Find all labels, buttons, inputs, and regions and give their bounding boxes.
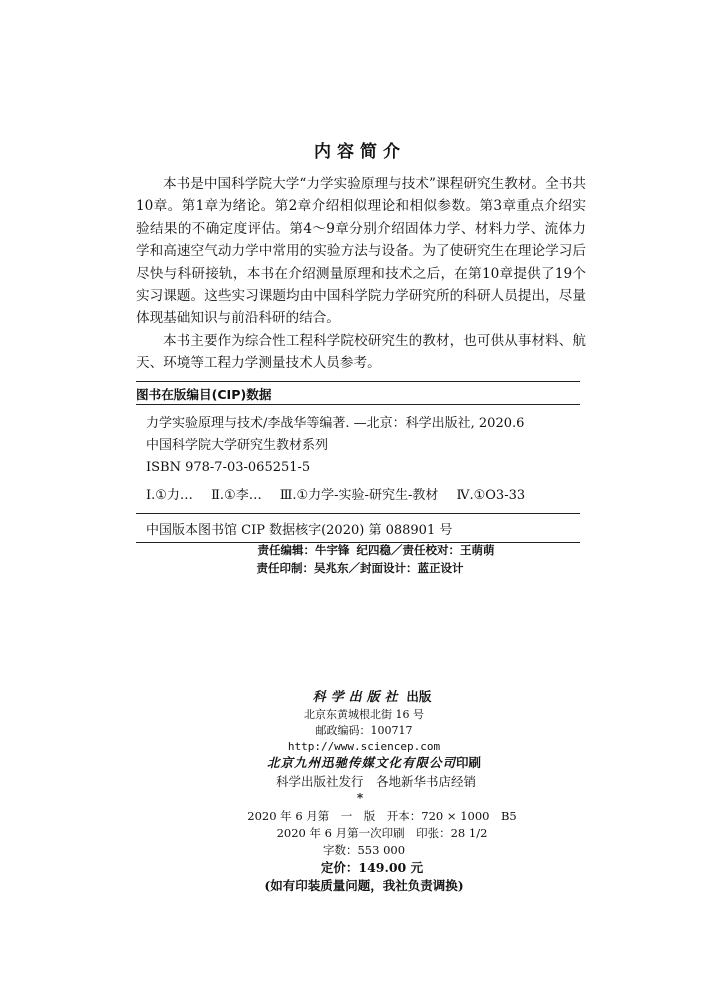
cip-block bbox=[136, 381, 580, 543]
publisher-postcode: 邮政编码：100717 bbox=[315, 724, 413, 737]
edition-line: 2020 年 6 月第 一 版 开本：720 × 1000 B5 bbox=[247, 809, 517, 823]
cip-title-line: 力学实验原理与技术/李战华等编著. —北京：科学出版社, 2020.6 bbox=[146, 416, 525, 431]
summary-paragraph-1: 本书是中国科学院大学“力学实验原理与技术”课程研究生教材。全书共10章。第1章为绪论。第2章介绍相似理论和相似参数。第3章重点介绍实验结果的不确定度评估。第4～9章分别介绍固体力学、材料力学、流体力学和高速空气动力学中常用的实验方法与设备。为了使研究生在理论学习后尽快与科研接轨，本书在介绍测量原理和技术之后，在第10章提供了19个实习课题。这些实习课题均由中国科学院力学研究所的科研人员提出，尽量体现基础知识与前沿科研的结合。 bbox=[136, 176, 586, 327]
cip-top-rule bbox=[136, 381, 580, 382]
separator-star: * bbox=[356, 791, 364, 805]
publisher-suffix: 出版 bbox=[406, 689, 432, 704]
cip-series-line: 中国科学院大学研究生教材系列 bbox=[146, 438, 329, 453]
cip-class-2: Ⅱ.①李… bbox=[211, 488, 262, 503]
cip-record: 中国版本图书馆 CIP 数据核字(2020) 第 088901 号 bbox=[146, 523, 453, 538]
publisher-name: 科学出版社 bbox=[312, 690, 403, 705]
cip-isbn: ISBN 978-7-03-065251-5 bbox=[146, 460, 311, 475]
printing-line: 2020 年 6 月第一次印刷 印张：28 1/2 bbox=[276, 826, 488, 840]
price: 定价：149.00 元 bbox=[320, 860, 424, 875]
cip-class-3: Ⅲ.①力学-实验-研究生-教材 bbox=[279, 488, 439, 503]
cip-heading-rule bbox=[136, 404, 580, 405]
word-count: 字数：553 000 bbox=[322, 843, 406, 857]
summary-paragraph-2: 本书主要作为综合性工程科学院校研究生的教材，也可供从事材料、航天、环境等工程力学测量技术人员参考。 bbox=[136, 332, 586, 372]
printer-suffix: 印刷 bbox=[456, 755, 482, 770]
staff-line-2: 责任印制：吴兆东／封面设计：蓝正设计 bbox=[256, 561, 464, 575]
distribution-line: 科学出版社发行 各地新华书店经销 bbox=[275, 774, 476, 789]
cip-class-4: Ⅳ.①O3-33 bbox=[456, 488, 526, 503]
cip-body bbox=[136, 413, 580, 479]
publisher-address: 北京东黄城根北街 16 号 bbox=[304, 708, 424, 721]
quality-notice: (如有印装质量问题，我社负责调换) bbox=[264, 878, 464, 893]
cip-mid-rule bbox=[136, 513, 580, 514]
cip-class-1: Ⅰ.①力… bbox=[146, 488, 193, 503]
staff-line-1: 责任编辑：牛宇锋 纪四稳／责任校对：王萌萌 bbox=[257, 543, 495, 557]
printer-line bbox=[14, 754, 720, 772]
publisher-line bbox=[12, 688, 720, 706]
printer-name: 北京九州迅驰传媒文化有限公司 bbox=[266, 755, 456, 770]
summary-section bbox=[136, 173, 586, 375]
cip-classification bbox=[136, 485, 580, 507]
cip-heading: 图书在版编目(CIP)数据 bbox=[136, 387, 272, 402]
publisher-website: http://www.sciencep.com bbox=[287, 740, 441, 753]
summary-title: 内容简介 bbox=[314, 142, 406, 162]
